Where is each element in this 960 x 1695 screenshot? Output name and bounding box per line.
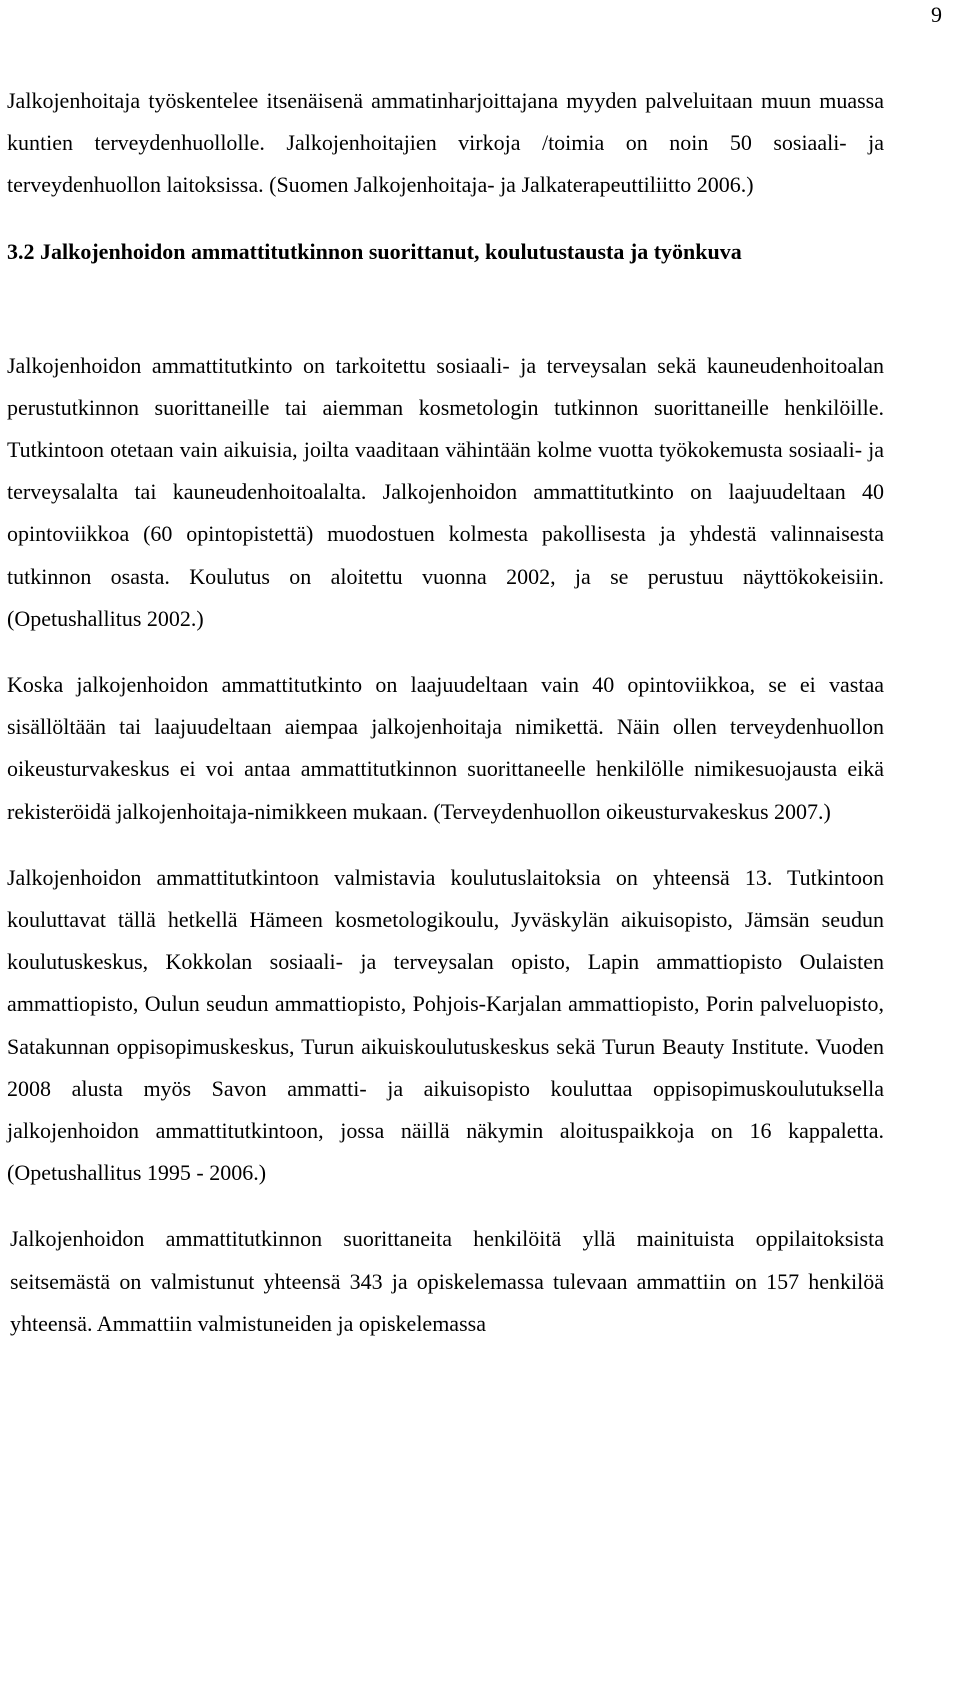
intro-paragraph: Jalkojenhoitaja työskentelee itsenäisenä ammatinharjoittajana myyden palveluitaan muun muassa kuntien terveydenhuollolle. Jalkojenhoitajien virkoja /toimia on noin 50 sosiaali- ja terveydenhuollon laitoksissa. (Suomen Jalkojenhoitaja- ja Jalkaterapeuttiliitto 2006.) [7,88,884,198]
section-heading: 3.2 Jalkojenhoidon ammattitutkinnon suorittanut, koulutustausta ja työnkuva [7,238,742,264]
body-paragraph: Jalkojenhoidon ammattitutkinto on tarkoitettu sosiaali- ja terveysalan sekä kauneudenhoitoalan perustutkinnon suorittaneille tai aiemman kosmetologin tutkinnon suorittaneille henkilöille. Tutkintoon otetaan vain aikuisia, joilta vaaditaan vähintään kolme vuotta työkokemusta sosiaali- ja terveysalalta tai kauneudenhoitoalalta. Jalkojenhoidon ammattitutkinto on laajuudeltaan 40 opintoviikkoa (60 opintopistettä) muodostuen kolmesta pakollisesta ja yhdestä valinnaisesta tutkinnon osasta. Koulutus on aloitettu vuonna 2002, ja se perustuu näyttökokeisiin. (Opetushallitus 2002.) [7,352,884,631]
body-paragraph: Koska jalkojenhoidon ammattitutkinto on laajuudeltaan vain 40 opintoviikkoa, se ei vastaa sisällöltään tai laajuudeltaan aiempaa jalkojenhoitaja nimikettä. Näin ollen terveydenhuollon oikeusturvakeskus ei voi antaa ammattitutkinnon suorittaneelle henkilölle nimikesuojausta eikä rekisteröidä jalkojenhoitaja-nimikkeen mukaan. (Terveydenhuollon oikeusturvakeskus 2007.) [7,672,884,824]
body-paragraph: Jalkojenhoidon ammattitutkinnon suorittaneita henkilöitä yllä mainituista oppilaitoksista seitsemästä on valmistunut yhteensä 343 ja opiskelemassa tulevaan ammattiin on 157 henkilöä yhteensä. Ammattiin valmistuneiden ja opiskelemassa [10,1226,884,1336]
body-paragraph: Jalkojenhoidon ammattitutkintoon valmistavia koulutuslaitoksia on yhteensä 13. Tutkintoon kouluttavat tällä hetkellä Hämeen kosmetologikoulu, Jyväskylän aikuisopisto, Jämsän seudun koulutuskeskus, Kokkolan sosiaali- ja terveysalan opisto, Lapin ammattiopisto Oulaisten ammattiopisto, Oulun seudun ammattiopisto, Pohjois-Karjalan ammattiopisto, Porin palveluopisto, Satakunnan oppisopimuskeskus, Turun aikuiskoulutuskeskus sekä Turun Beauty Institute. Vuoden 2008 alusta myös Savon ammatti- ja aikuisopisto kouluttaa oppisopimuskoulutuksella jalkojenhoidon ammattitutkintoon, jossa näillä näkymin aloituspaikkoja on 16 kappaletta. (Opetushallitus 1995 - 2006.) [7,864,884,1186]
document-body [7,80,884,1345]
page-number: 9 [931,2,942,27]
